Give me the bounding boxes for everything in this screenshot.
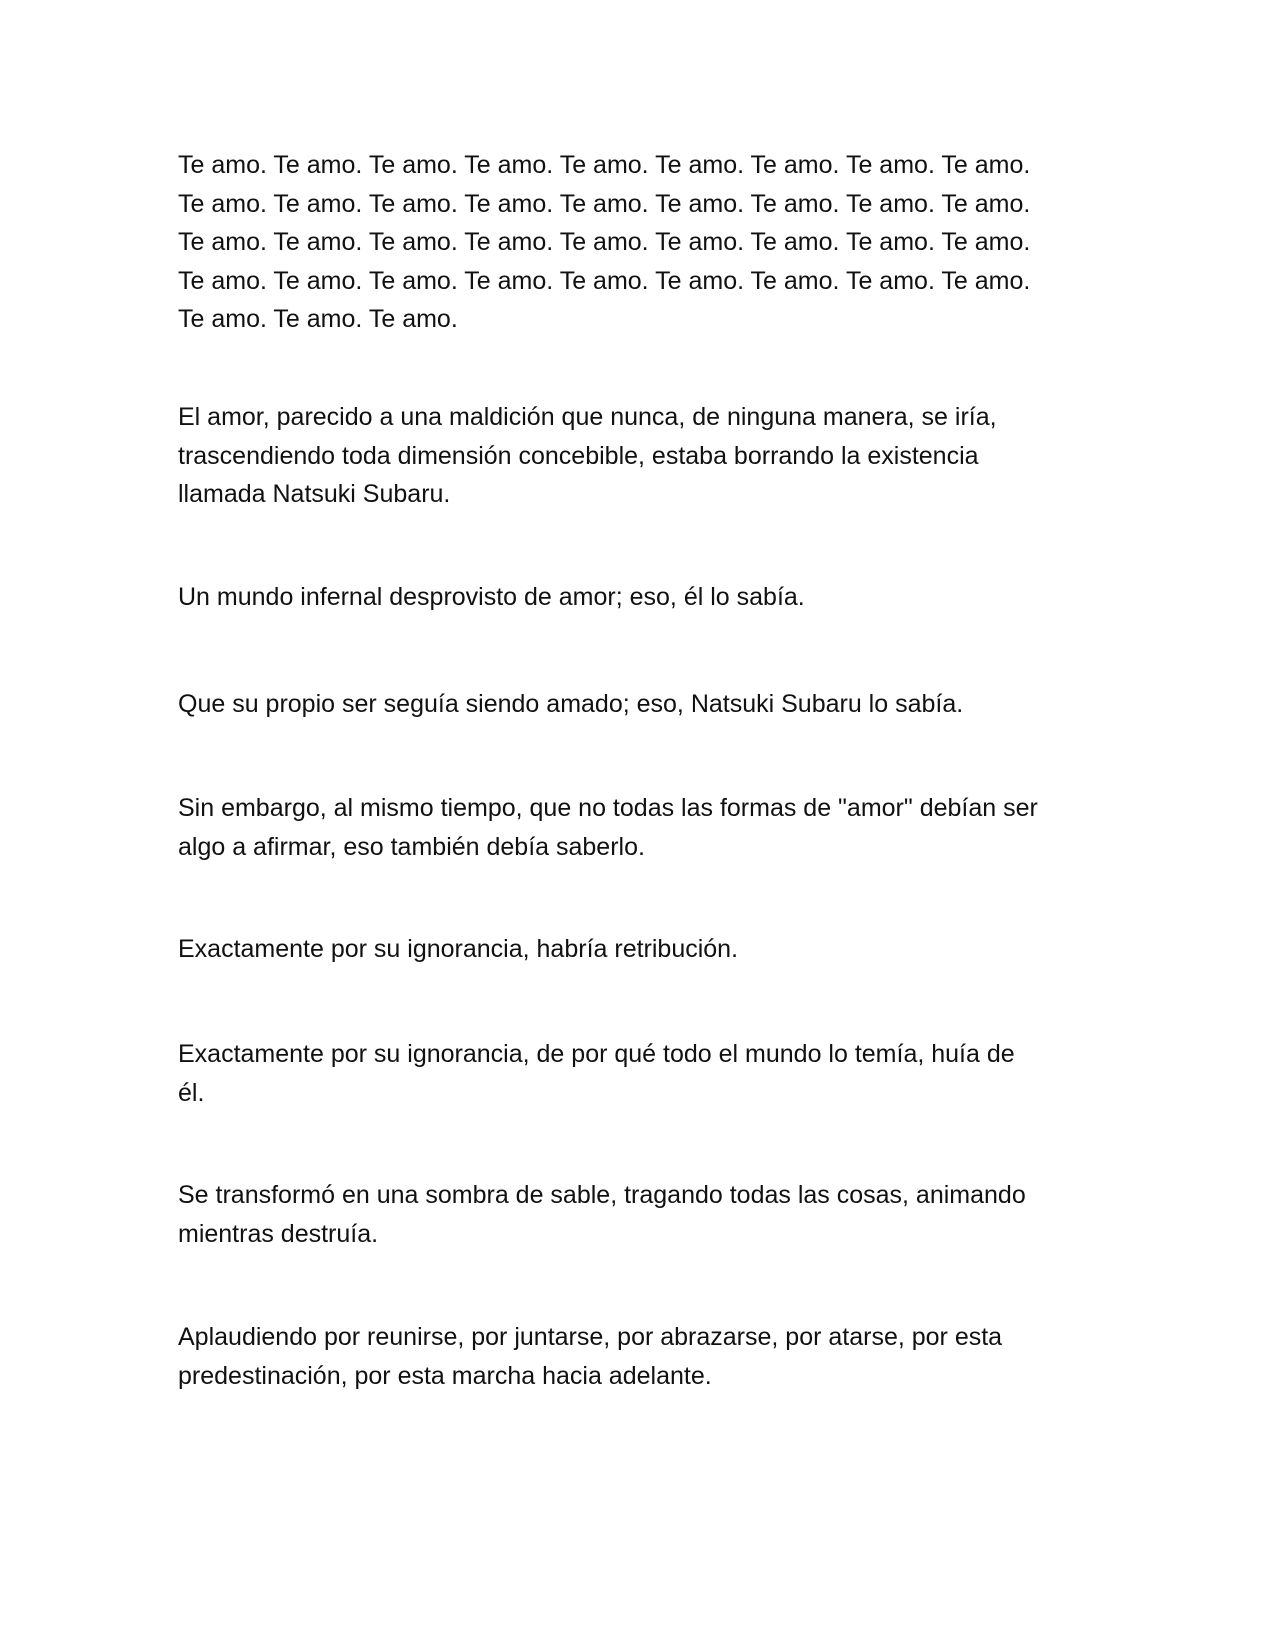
paragraph-aplaudiendo: Aplaudiendo por reunirse, por juntarse, por abrazarse, por atarse, por esta predestinación, por esta marcha hacia adelante. (178, 1323, 1003, 1390)
paragraph-retribucion: Exactamente por su ignorancia, habría retribución. (178, 935, 739, 963)
paragraph-sombra: Se transformó en una sombra de sable, tragando todas las cosas, animando mientras destruía. (178, 1181, 1026, 1248)
paragraph-el-amor: El amor, parecido a una maldición que nunca, de ninguna manera, se iría, trascendiendo toda dimensión concebible, estaba borrando la existencia llamada Natsuki Subaru. (178, 403, 997, 508)
paragraph-huia: Exactamente por su ignorancia, de por qué todo el mundo lo temía, huía de él. (178, 1040, 1015, 1107)
paragraph-propio-ser: Que su propio ser seguía siendo amado; eso, Natsuki Subaru lo sabía. (178, 690, 964, 718)
paragraph-te-amo: Te amo. Te amo. Te amo. Te amo. Te amo. Te amo. Te amo. Te amo. Te amo. Te amo. Te amo. Te amo. Te amo. Te amo. Te amo. Te amo. Te amo. Te amo. Te amo. Te amo. Te amo. Te amo. Te amo. Te amo. Te amo. Te amo. Te amo. Te amo. Te amo. Te amo. Te amo. Te amo. Te amo. Te amo. Te amo. Te amo. Te amo. Te amo. Te amo. (178, 151, 1031, 333)
paragraph-sin-embargo: Sin embargo, al mismo tiempo, que no todas las formas de "amor" debían ser algo a afirmar, eso también debía saberlo. (178, 794, 1038, 861)
paragraph-mundo-infernal: Un mundo infernal desprovisto de amor; eso, él lo sabía. (178, 583, 805, 611)
